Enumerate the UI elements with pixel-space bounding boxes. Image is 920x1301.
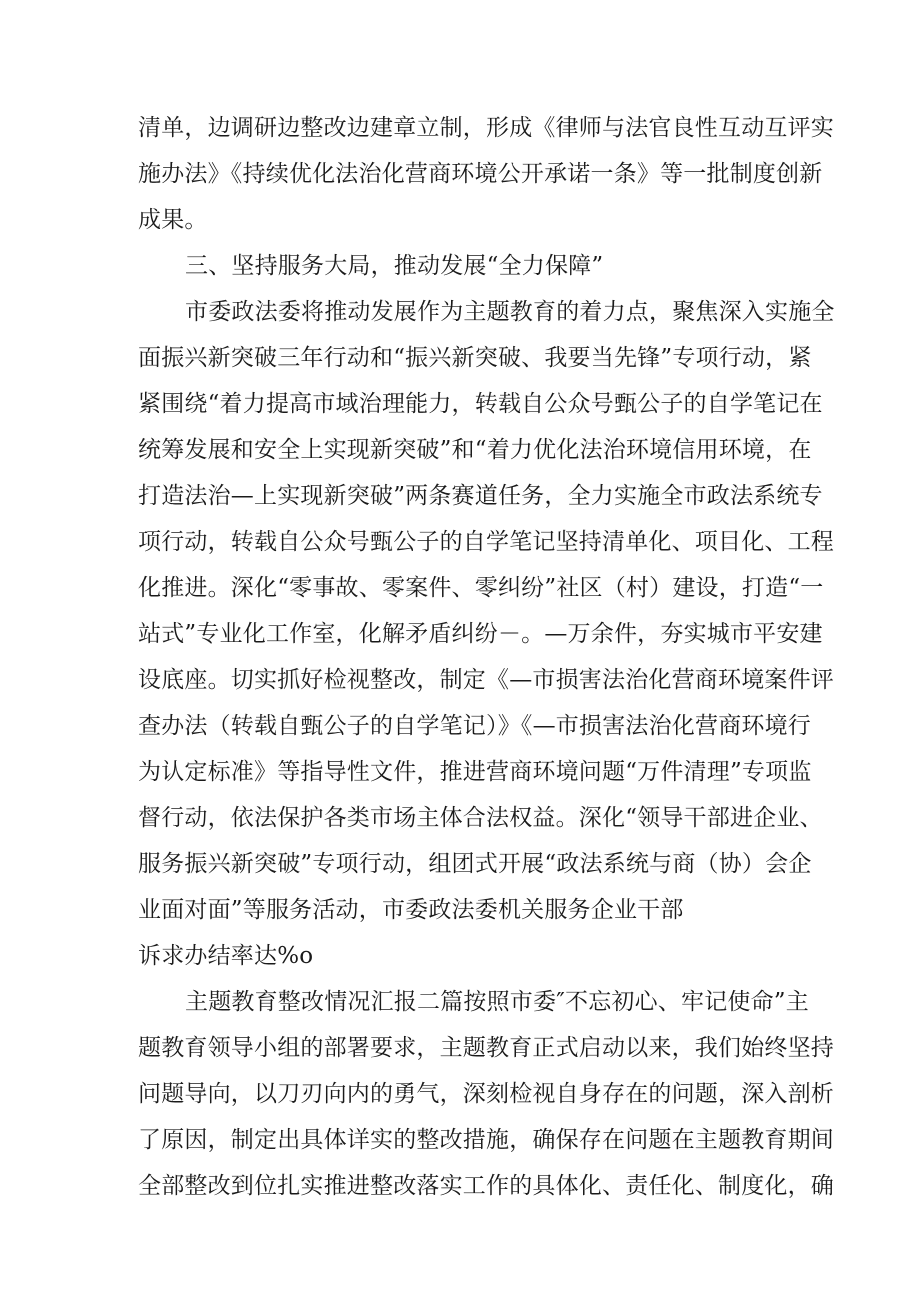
paragraph-line-20: 主题教育整改情况汇报二篇按照市委″不忘初心、牢记使命”主 bbox=[185, 989, 809, 1015]
paragraph-line-22: 问题导向，以刀刃向内的勇气，深刻检视自身存在的问题，深入剖析 bbox=[138, 1081, 834, 1107]
paragraph-line-19: 诉求办结率达%o bbox=[138, 943, 314, 969]
paragraph-line-24: 全部整改到位扎实推进整改落实工作的具体化、责任化、制度化，确 bbox=[138, 1173, 834, 1199]
paragraph-line-2: 施办法》《持续优化法治化营商环境公开承诺一条》等一批制度创新 bbox=[138, 161, 823, 187]
paragraph-line-16: 督行动，依法保护各类市场主体合法权益。深化“领导干部进企业、 bbox=[138, 805, 823, 831]
paragraph-line-1: 清单，边调研边整改边建章立制，形成《律师与法官良性互动互评实 bbox=[138, 115, 834, 141]
paragraph-line-21: 题教育领导小组的部署要求，主题教育正式启动以来，我们始终坚持 bbox=[138, 1035, 834, 1061]
paragraph-line-7: 紧围绕“着力提高市域治理能力，转载自公众号甄公子的自学笔记在 bbox=[138, 391, 823, 417]
paragraph-line-9: 打造法治—上实现新突破”两条赛道任务，全力实施全市政法系统专 bbox=[138, 483, 823, 509]
paragraph-line-12: 站式”专业化工作室，化解矛盾纠纷－。—万余件，夯实城市平安建 bbox=[138, 621, 823, 647]
paragraph-line-5: 市委政法委将推动发展作为主题教育的着力点，聚焦深入实施全 bbox=[185, 299, 835, 325]
paragraph-line-6: 面振兴新突破三年行动和“振兴新突破、我要当先锋”专项行动，紧 bbox=[138, 345, 812, 371]
paragraph-line-18: 业面对面”等服务活动，市委政法委机关服务企业干部 bbox=[138, 897, 684, 923]
section-heading: 三、坚持服务大局，推动发展“全力保障” bbox=[185, 253, 604, 279]
paragraph-line-3: 成果。 bbox=[138, 207, 208, 233]
paragraph-line-23: 了原因，制定出具体详实的整改措施，确保存在问题在主题教育期间 bbox=[138, 1127, 834, 1153]
paragraph-line-17: 服务振兴新突破”专项行动，组团式开展“政法系统与商（协）会企 bbox=[138, 851, 812, 877]
paragraph-line-14: 查办法（转载自甄公子的自学笔记）》《—市损害法治化营商环境行 bbox=[138, 713, 811, 739]
paragraph-line-10: 项行动，转载自公众号甄公子的自学笔记坚持清单化、项目化、工程 bbox=[138, 529, 834, 555]
paragraph-line-8: 统筹发展和安全上实现新突破”和“着力优化法治环境信用环境，在 bbox=[138, 437, 812, 463]
paragraph-line-15: 为认定标准》等指导性文件，推进营商环境问题“万件清理”专项监 bbox=[138, 759, 812, 785]
paragraph-line-11: 化推进。深化“零事故、零案件、零纠纷”社区（村）建设，打造“一 bbox=[138, 575, 824, 601]
paragraph-line-13: 设底座。切实抓好检视整改，制定《—市损害法治化营商环境案件评 bbox=[138, 667, 834, 693]
